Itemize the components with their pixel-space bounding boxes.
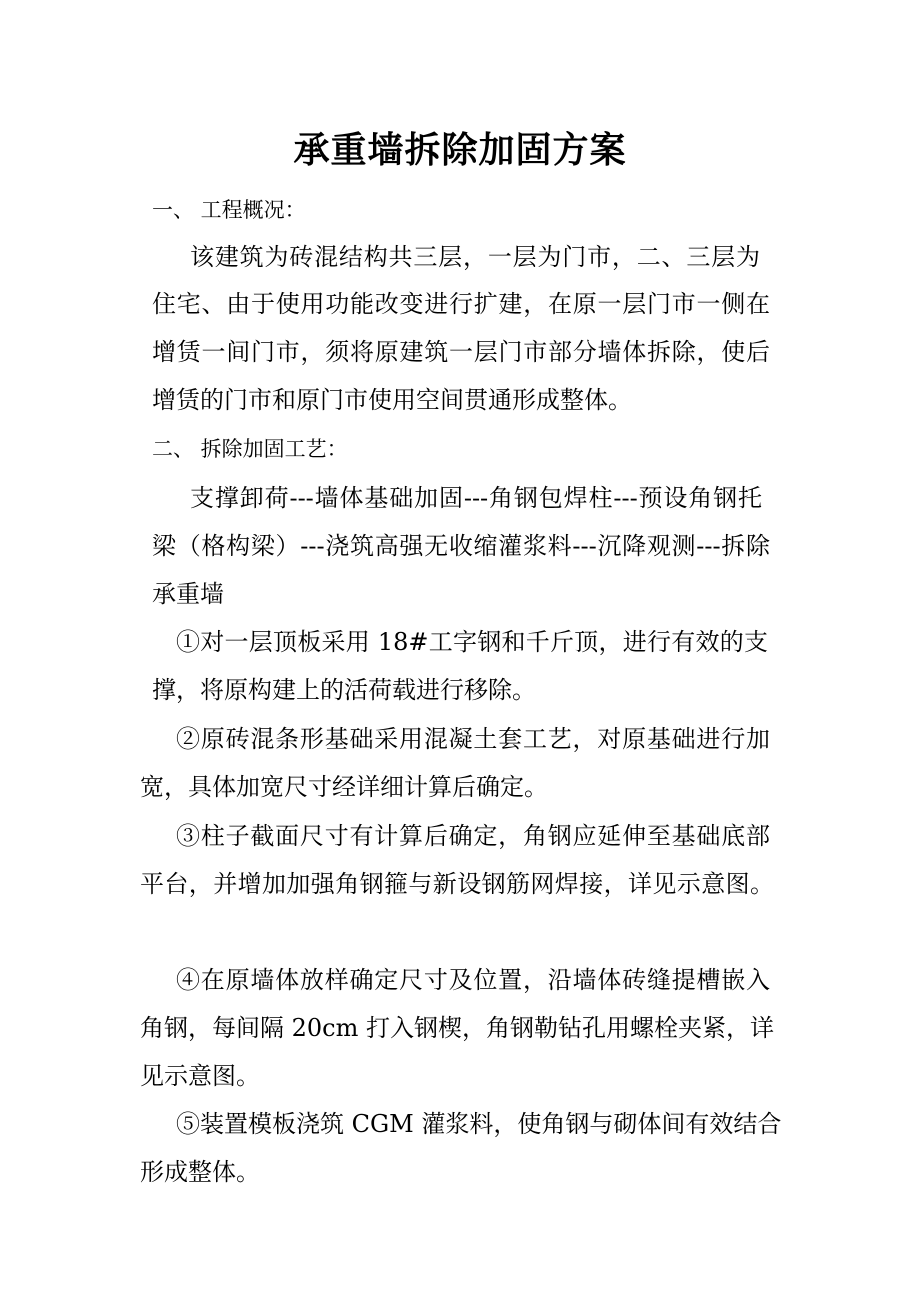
step-4-line: 角钢，每间隔 20cm 打入钢楔，角钢勒钻孔用螺栓夹紧，详 [140, 1014, 774, 1042]
document-title: 承重墙拆除加固方案 [293, 129, 627, 171]
step-5-line: 形成整体。 [140, 1158, 260, 1186]
paragraph-line: 该建筑为砖混结构共三层，一层为门市，二、三层为 [190, 243, 760, 271]
section-heading-process: 二、 拆除加固工艺： [152, 437, 348, 461]
paragraph-line: 梁（格构梁）---浇筑高强无收缩灌浆料---沉降观测---拆除 [152, 532, 770, 560]
step-5-line: ⑤装置模板浇筑 CGM 灌浆料，使角钢与砌体间有效结合 [176, 1110, 782, 1138]
paragraph-line: 增赁一间门市，须将原建筑一层门市部分墙体拆除，使后 [152, 338, 770, 366]
step-3-line: ③柱子截面尺寸有计算后确定，角钢应延伸至基础底部 [176, 822, 770, 850]
step-1-line: 撑，将原构建上的活荷载进行移除。 [152, 676, 536, 704]
step-4-line: ④在原墙体放样确定尺寸及位置，沿墙体砖缝提槽嵌入 [176, 966, 770, 994]
step-2-line: ②原砖混条形基础采用混凝土套工艺，对原基础进行加 [176, 725, 770, 753]
step-1-line: ①对一层顶板采用 18#工字钢和千斤顶，进行有效的支 [176, 628, 768, 656]
step-2-line: 宽，具体加宽尺寸经详细计算后确定。 [140, 773, 548, 801]
step-3-line: 平台，并增加加强角钢箍与新设钢筋网焊接，详见示意图。 [140, 870, 774, 898]
paragraph-line: 增赁的门市和原门市使用空间贯通形成整体。 [152, 386, 632, 414]
paragraph-line: 住宅、由于使用功能改变进行扩建，在原一层门市一侧在 [152, 290, 770, 318]
paragraph-line: 支撑卸荷---墙体基础加固---角钢包焊柱---预设角钢托 [190, 484, 762, 512]
section-heading-overview: 一、 工程概况： [152, 198, 306, 222]
paragraph-line: 承重墙 [152, 580, 224, 608]
step-4-line: 见示意图。 [140, 1062, 260, 1090]
